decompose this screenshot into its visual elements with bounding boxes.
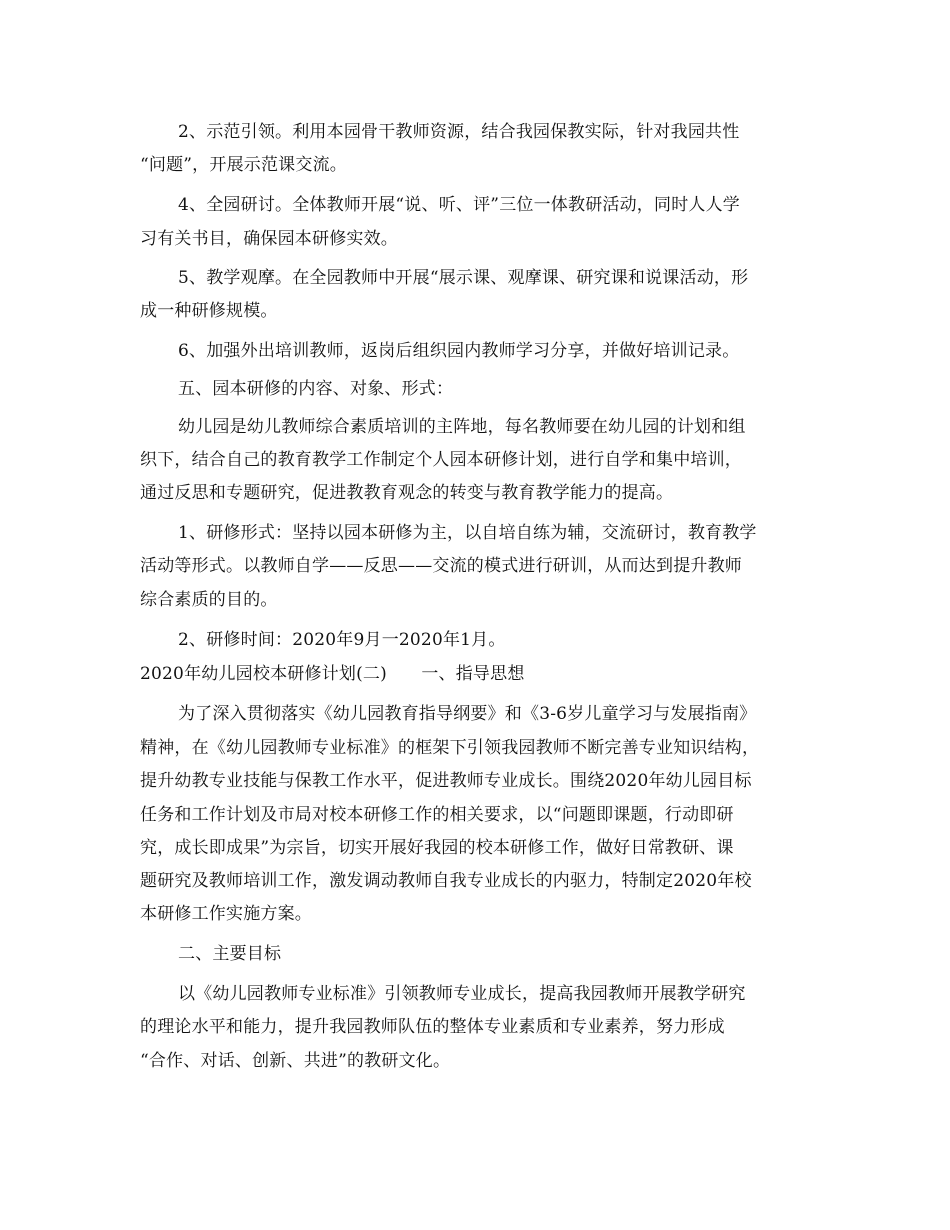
text-line: 任务和工作计划及市局对校本研修工作的相关要求，以“问题即课题，行动即研 xyxy=(140,805,734,825)
text-line: 成一种研修规模。 xyxy=(140,301,278,321)
text-line: 以《幼儿园教师专业标准》引领教师专业成长，提高我园教师开展教学研究 xyxy=(178,984,746,1004)
text-line: 本研修工作实施方案。 xyxy=(140,904,312,924)
text-line: “问题”，开展示范课交流。 xyxy=(140,155,347,175)
text-line: 习有关书目，确保园本研修实效。 xyxy=(140,229,398,249)
text-line: 织下，结合自己的教育教学工作制定个人园本研修计划，进行自学和集中培训， xyxy=(140,450,742,470)
text-line: 为了深入贯彻落实《幼儿园教育指导纲要》和《3-6岁儿童学习与发展指南》 xyxy=(178,704,757,724)
text-line: 幼儿园是幼儿教师综合素质培训的主阵地，每名教师要在幼儿园的计划和组 xyxy=(178,417,746,437)
text-line: 1、研修形式：坚持以园本研修为主，以自培自练为辅，交流研讨，教育教学 xyxy=(178,523,757,543)
text-line: 2、研修时间：2020年9月一2020年1月。 xyxy=(178,630,506,650)
section-heading: 五、园本研修的内容、对象、形式： xyxy=(178,379,454,399)
text-line: 5、教学观摩。在全园教师中开展“展示课、观摩课、研究课和说课活动，形 xyxy=(178,268,749,288)
text-line: 精神，在《幼儿园教师专业标准》的框架下引领我园教师不断完善专业知识结构， xyxy=(140,738,760,758)
text-line: 活动等形式。以教师自学——反思——交流的模式进行研训，从而达到提升教师 xyxy=(140,556,742,576)
text-line: 究，成长即成果”为宗旨，切实开展好我园的校本研修工作，做好日常教研、课 xyxy=(140,838,734,858)
text-line: 提升幼教专业技能与保教工作水平，促进教师专业成长。围绕2020年幼儿园目标 xyxy=(140,771,752,791)
section-heading: 二、主要目标 xyxy=(178,944,282,964)
text-line: 的理论水平和能力，提升我园教师队伍的整体专业素质和专业素养，努力形成 xyxy=(140,1017,725,1037)
text-line: “合作、对话、创新、共进”的教研文化。 xyxy=(140,1051,451,1071)
text-line: 题研究及教师培训工作，激发调动教师自我专业成长的内驱力，特制定2020年校 xyxy=(140,871,752,891)
document-subtitle: 2020年幼儿园校本研修计划(二) 一、指导思想 xyxy=(140,664,525,684)
text-line: 2、示范引领。利用本园骨干教师资源，结合我园保教实际，针对我园共性 xyxy=(178,122,740,142)
text-line: 综合素质的目的。 xyxy=(140,590,278,610)
text-line: 通过反思和专题研究，促进教教育观念的转变与教育教学能力的提高。 xyxy=(140,483,674,503)
text-line: 4、全园研讨。全体教师开展“说、听、评”三位一体教研活动，同时人人学 xyxy=(178,195,740,215)
text-line: 6、加强外出培训教师，返岗后组织园内教师学习分享，并做好培训记录。 xyxy=(178,341,740,361)
